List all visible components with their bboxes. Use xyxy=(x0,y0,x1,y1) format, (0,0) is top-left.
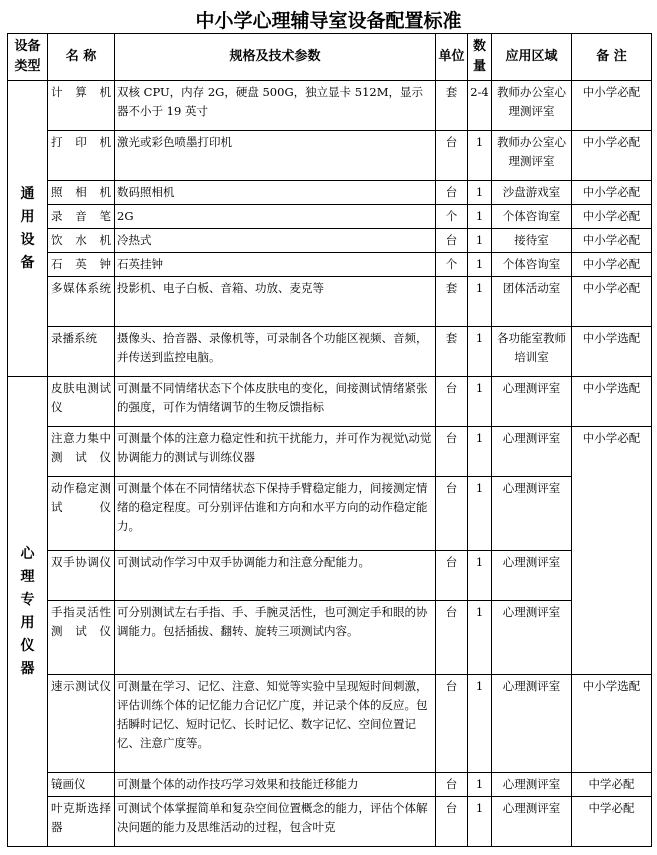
item-note: 中小学必配 xyxy=(572,427,652,675)
item-area: 接待室 xyxy=(492,229,572,253)
header-name: 名 称 xyxy=(48,34,115,81)
page-title: 中小学心理辅导室设备配置标准 xyxy=(195,10,462,32)
item-name: 录音笔 xyxy=(48,205,115,229)
category-psych: 心理专用仪器 xyxy=(8,377,48,847)
item-name: 镜画仪 xyxy=(48,773,115,797)
item-name: 石英钟 xyxy=(48,253,115,277)
item-spec: 双核 CPU，内存 2G，硬盘 500G，独立显卡 512M，显示器不小于 19 英寸 xyxy=(115,81,436,131)
item-qty: 1 xyxy=(468,131,492,181)
item-note: 中学必配 xyxy=(572,797,652,847)
item-name: 皮肤电测试仪 xyxy=(48,377,115,427)
table-row xyxy=(8,601,652,675)
item-name: 打印机 xyxy=(48,131,115,181)
item-spec: 可分别测试左右手指、手、手腕灵活性，也可测定手和眼的协调能力。包括插拔、翻转、旋转三项测试内容。 xyxy=(115,601,436,675)
item-note: 中小学必配 xyxy=(572,131,652,181)
item-area: 心理测评室 xyxy=(492,551,572,601)
table-row xyxy=(8,427,652,477)
item-note: 中小学选配 xyxy=(572,675,652,773)
item-name: 注意力集中测试仪 xyxy=(48,427,115,477)
item-area: 心理测评室 xyxy=(492,601,572,675)
item-spec: 可测量个体的注意力稳定性和抗干扰能力，并可作为视觉\动觉协调能力的测试与训练仪器 xyxy=(115,427,436,477)
item-area: 心理测评室 xyxy=(492,477,572,551)
item-qty: 1 xyxy=(468,181,492,205)
item-note: 中小学必配 xyxy=(572,277,652,327)
item-area: 心理测评室 xyxy=(492,675,572,773)
item-spec: 激光或彩色喷墨打印机 xyxy=(115,131,436,181)
table-row xyxy=(8,797,652,847)
item-name: 录播系统 xyxy=(48,327,115,377)
category-general: 通用设备 xyxy=(8,81,48,377)
item-name: 双手协调仪 xyxy=(48,551,115,601)
item-area: 沙盘游戏室 xyxy=(492,181,572,205)
equipment-table xyxy=(7,33,652,847)
item-qty: 1 xyxy=(468,797,492,847)
table-row xyxy=(8,477,652,551)
item-name: 照相机 xyxy=(48,181,115,205)
item-area: 心理测评室 xyxy=(492,797,572,847)
item-unit: 台 xyxy=(436,181,468,205)
item-qty: 2-4 xyxy=(468,81,492,131)
table-row xyxy=(8,377,652,427)
item-name: 计算机 xyxy=(48,81,115,131)
item-qty: 1 xyxy=(468,277,492,327)
table-row xyxy=(8,551,652,601)
item-qty: 1 xyxy=(468,229,492,253)
header-qty: 数量 xyxy=(468,34,492,81)
item-unit: 个 xyxy=(436,253,468,277)
table-row xyxy=(8,773,652,797)
item-spec: 可测量在学习、记忆、注意、知觉等实验中呈现短时间刺激，评估训练个体的记忆能力合记忆广度，并记录个体的反应。包括瞬时记忆、短时记忆、长时记忆、数字记忆、空间位置记忆、注意广度等。 xyxy=(115,675,436,773)
item-unit: 台 xyxy=(436,427,468,477)
item-unit: 台 xyxy=(436,773,468,797)
item-note: 中小学必配 xyxy=(572,181,652,205)
item-area: 教师办公室心理测评室 xyxy=(492,81,572,131)
item-spec: 可测量不同情绪状态下个体皮肤电的变化，间接测试情绪紧张的强度，可作为情绪调节的生物反馈指标 xyxy=(115,377,436,427)
item-area: 个体咨询室 xyxy=(492,205,572,229)
item-spec: 投影机、电子白板、音箱、功放、麦克等 xyxy=(115,277,436,327)
item-spec: 冷热式 xyxy=(115,229,436,253)
header-spec: 规格及技术参数 xyxy=(115,34,436,81)
item-qty: 1 xyxy=(468,551,492,601)
item-unit: 台 xyxy=(436,797,468,847)
table-row xyxy=(8,675,652,773)
item-unit: 套 xyxy=(436,81,468,131)
item-unit: 台 xyxy=(436,675,468,773)
item-spec: 可测量个体在不同情绪状态下保持手臂稳定能力，间接测定情绪的稳定程度。可分别评估谁和方向和水平方向的动作稳定能力。 xyxy=(115,477,436,551)
item-name: 手指灵活性测试仪 xyxy=(48,601,115,675)
table-row xyxy=(8,181,652,205)
item-spec: 可测试个体掌握简单和复杂空间位置概念的能力，评估个体解决问题的能力及思维活动的过程，包含叶克 xyxy=(115,797,436,847)
item-unit: 台 xyxy=(436,131,468,181)
item-note: 中小学必配 xyxy=(572,81,652,131)
item-qty: 1 xyxy=(468,675,492,773)
table-row xyxy=(8,229,652,253)
item-spec: 摄像头、拾音器、录像机等，可录制各个功能区视频、音频，并传送到监控电脑。 xyxy=(115,327,436,377)
item-area: 团体活动室 xyxy=(492,277,572,327)
item-qty: 1 xyxy=(468,253,492,277)
header-area: 应用区域 xyxy=(492,34,572,81)
header-note: 备 注 xyxy=(572,34,652,81)
item-qty: 1 xyxy=(468,773,492,797)
item-note: 中小学选配 xyxy=(572,327,652,377)
item-name: 速示测试仪 xyxy=(48,675,115,773)
table-header-row xyxy=(8,34,652,81)
item-qty: 1 xyxy=(468,427,492,477)
item-area: 心理测评室 xyxy=(492,773,572,797)
item-spec: 可测量个体的动作技巧学习效果和技能迁移能力 xyxy=(115,773,436,797)
item-unit: 台 xyxy=(436,477,468,551)
item-qty: 1 xyxy=(468,601,492,675)
item-area: 各功能室教师培训室 xyxy=(492,327,572,377)
item-name: 饮水机 xyxy=(48,229,115,253)
table-row xyxy=(8,81,652,131)
header-unit: 单位 xyxy=(436,34,468,81)
item-spec: 可测试动作学习中双手协调能力和注意分配能力。 xyxy=(115,551,436,601)
item-note: 中小学选配 xyxy=(572,377,652,427)
item-area: 心理测评室 xyxy=(492,427,572,477)
item-note: 中学必配 xyxy=(572,773,652,797)
item-area: 个体咨询室 xyxy=(492,253,572,277)
table-row xyxy=(8,327,652,377)
table-row xyxy=(8,253,652,277)
item-qty: 1 xyxy=(468,477,492,551)
item-name: 叶克斯选择器 xyxy=(48,797,115,847)
table-row xyxy=(8,277,652,327)
item-name: 多媒体系统 xyxy=(48,277,115,327)
item-unit: 套 xyxy=(436,277,468,327)
table-row xyxy=(8,131,652,181)
item-note: 中小学必配 xyxy=(572,205,652,229)
item-note: 中小学必配 xyxy=(572,229,652,253)
item-qty: 1 xyxy=(468,327,492,377)
item-spec: 数码照相机 xyxy=(115,181,436,205)
item-spec: 2G xyxy=(115,205,436,229)
item-unit: 台 xyxy=(436,229,468,253)
table-row xyxy=(8,205,652,229)
item-area: 教师办公室心理测评室 xyxy=(492,131,572,181)
item-area: 心理测评室 xyxy=(492,377,572,427)
item-qty: 1 xyxy=(468,205,492,229)
item-name: 动作稳定测试仪 xyxy=(48,477,115,551)
item-unit: 台 xyxy=(436,601,468,675)
item-note: 中小学必配 xyxy=(572,253,652,277)
item-unit: 套 xyxy=(436,327,468,377)
item-spec: 石英挂钟 xyxy=(115,253,436,277)
item-unit: 台 xyxy=(436,551,468,601)
header-category: 设备类型 xyxy=(8,34,48,81)
item-unit: 个 xyxy=(436,205,468,229)
item-unit: 台 xyxy=(436,377,468,427)
item-qty: 1 xyxy=(468,377,492,427)
